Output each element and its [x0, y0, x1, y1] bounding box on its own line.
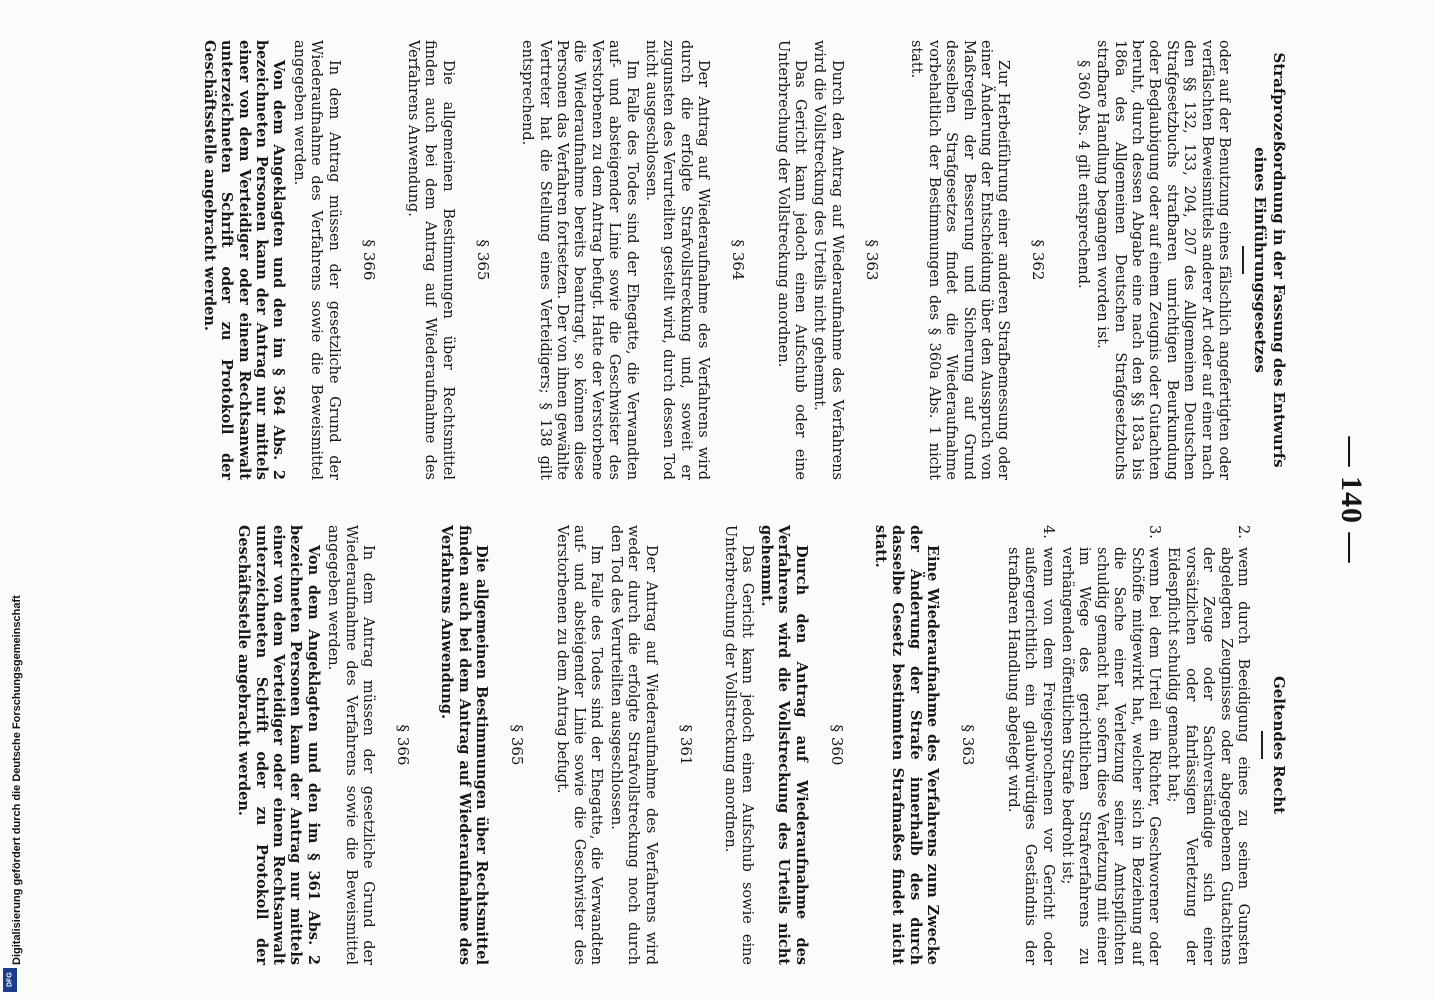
paragraph: Der Antrag auf Wiederaufnahme des Verfahrens wird durch die erfolgte Strafvollstreckung und, soweit er zugunsten des Verurteilten gestellt wird, durch dessen Tod nicht ausgeschlossen. [643, 40, 712, 480]
paragraph: Das Gericht kann jedoch einen Aufschub oder eine Unterbrechung der Vollstreckung anordnen. [774, 40, 809, 480]
draft-column [198, 40, 1288, 480]
section-title: § 360 [827, 724, 846, 766]
footer-credit-text: Digitalisierung gefördert durch die Deutsche Forschungsgemeinschaft [11, 595, 23, 965]
paragraph: Von dem Angeklagten und den im § 364 Abs. 2 bezeichneten Personen kann der Antrag nur mittels einer von dem Verteidiger oder einem Rechtsanwalt unterzeichneten Schrift oder zu Protokoll der Geschäftsstelle angebracht werden. [200, 40, 288, 480]
section-title: § 365 [473, 239, 492, 281]
heading-rule [1242, 246, 1244, 274]
paragraph: Eine Wiederaufnahme des Verfahrens zum Zwecke der Änderung der Strafe innerhalb des durch dasselbe Gesetz bestimmten Strafmaßes findet nicht statt. [872, 525, 942, 965]
section-title: § 363 [959, 724, 978, 766]
digitization-footer [0, 0, 30, 1000]
paragraph: Durch den Antrag auf Wiederaufnahme des Verfahrens wird die Vollstreckung des Urteils nicht gehemmt. [757, 525, 810, 965]
section-title: § 361 [676, 724, 695, 766]
list-item-text: wenn durch Beeidigung eines zu seinen Gunsten abgelegten Zeugnisses oder abgegebenen Gutachtens der Zeuge oder Sachverständige sich einer vorsätzlichen oder fahrlässigen Verletzung der Eidespflicht schuldig gemacht hat; [1165, 547, 1251, 965]
paragraph: Die allgemeinen Bestimmungen über Rechtsmittel finden auch bei dem Antrag auf Wiederaufnahme des Verfahrens Anwendung. [405, 40, 456, 480]
current-law-heading: Geltendes Recht [1270, 675, 1288, 815]
list-item [1164, 525, 1251, 965]
heading-rule [1261, 731, 1263, 759]
list-item-number: 3. [1145, 525, 1162, 539]
page-content [4, 0, 1384, 1000]
section-title: § 366 [359, 239, 378, 281]
paragraph: oder auf der Benutzung eines fälschlich angefertigten oder verfälschten Beweismittels anderer Art oder auf einer nach den §§ 132, 133, 204, 207 des Allgemeinen Deutschen Strafgesetzbuchs strafbaren unrichtigen Beurkundung oder Beglaubigung oder auf einem Zeugnis oder Gutachten beruht, durch dessen Abgabe eine nach den §§ 183a bis 186a des Allgemeinen Deutschen Strafgesetzbuchs strafbare Handlung begangen worden ist. [1094, 40, 1232, 480]
paragraph: Von dem Angeklagten und den im § 361 Abs. 2 bezeichneten Personen kann der Antrag nur mittels einer von dem Verteidiger oder einem Rechtsanwalt unterzeichneten Schrift oder zu Protokoll der Geschäftsstelle angebracht werden. [235, 525, 322, 965]
list-item [1058, 525, 1162, 965]
section-title: § 366 [394, 724, 412, 766]
paragraph: Im Falle des Todes sind der Ehegatte, die Verwandten auf- und absteigender Linie sowie die Geschwister des Verstorbenen zu dem Antrag befugt. Hatte der Verstorbene die Wiederaufnahme bereits beantragt, so können diese Personen das Verfahren fortsetzen. Der von ihnen gewählte Vertreter hat die Stellung eines Verteidigers; § 138 gilt entsprechend. [519, 40, 640, 480]
list-item-text: wenn von dem Freigesprochenen vor Gericht oder außergerichtlich ein glaubwürdiges Geständnis der strafbaren Handlung abgelegt wird. [1004, 547, 1056, 965]
list-item [1003, 525, 1055, 965]
paragraph: Der Antrag auf Wiederaufnahme des Verfahrens wird weder durch die erfolgte Strafvollstreckung noch durch den Tod des Verurteilten ausgeschlossen. [607, 525, 659, 965]
section-title: § 364 [729, 239, 748, 281]
list-item-number: 2. [1235, 525, 1251, 539]
list-item-number: 4. [1039, 525, 1056, 539]
paragraph: Im Falle des Todes sind der Ehegatte, die Verwandten auf- und absteigender Linie sowie die Geschwister des Verstorbenen zu dem Antrag befugt. [553, 525, 605, 965]
paragraph: In dem Antrag müssen der gesetzliche Grund der Wiederaufnahme des Verfahrens sowie die Beweismittel angegeben werden. [290, 40, 342, 480]
dfg-logo: DFG [3, 968, 17, 992]
section-title: § 363 [862, 239, 881, 281]
current-law-column [233, 525, 1288, 965]
paragraph: Das Gericht kann jedoch einen Aufschub sowie eine Unterbrechung der Vollstreckung anordnen. [722, 525, 756, 965]
paragraph: In dem Antrag müssen der gesetzliche Grund der Wiederaufnahme des Verfahrens sowie die Beweismittel angegeben werden. [325, 525, 376, 965]
page-number: — 140 — [1335, 436, 1368, 564]
paragraph: Die allgemeinen Bestimmungen über Rechtsmittel finden auch bei dem Antrag auf Wiederaufnahme des Verfahrens Anwendung. [438, 525, 491, 965]
paragraph: Zur Herbeiführung einer anderen Strafbemessung oder einer Änderung der Entscheidung über den Ausspruch von Maßregeln der Besserung und Sicherung auf Grund desselben Strafgesetzes findet die Wiederaufnahme vorbehaltlich der Bestimmungen des § 360a Abs. 1 nicht statt. [908, 40, 1012, 480]
section-title: § 365 [508, 724, 527, 766]
draft-column-heading: Strafprozeßordnung in der Fassung des Entwurfs eines Einführungsgesetzes [1251, 52, 1288, 468]
paragraph: § 360 Abs. 4 gilt entsprechend. [1074, 60, 1091, 289]
list-item-text: wenn bei dem Urteil ein Richter, Geschworener oder Schöffe mitgewirkt hat, welcher sich in Beziehung auf die Sache einer Verletzung seiner Amtspflichten schuldig gemacht hat, sofern diese Verletzung mit einer im Wege des gerichtlichen Strafverfahrens zu verhängenden öffentlichen Strafe bedroht ist; [1058, 547, 1162, 965]
section-title: § 362 [1029, 239, 1048, 281]
paragraph: Durch den Antrag auf Wiederaufnahme des Verfahrens wird die Vollstreckung des Urteils nicht gehemmt. [811, 40, 845, 480]
